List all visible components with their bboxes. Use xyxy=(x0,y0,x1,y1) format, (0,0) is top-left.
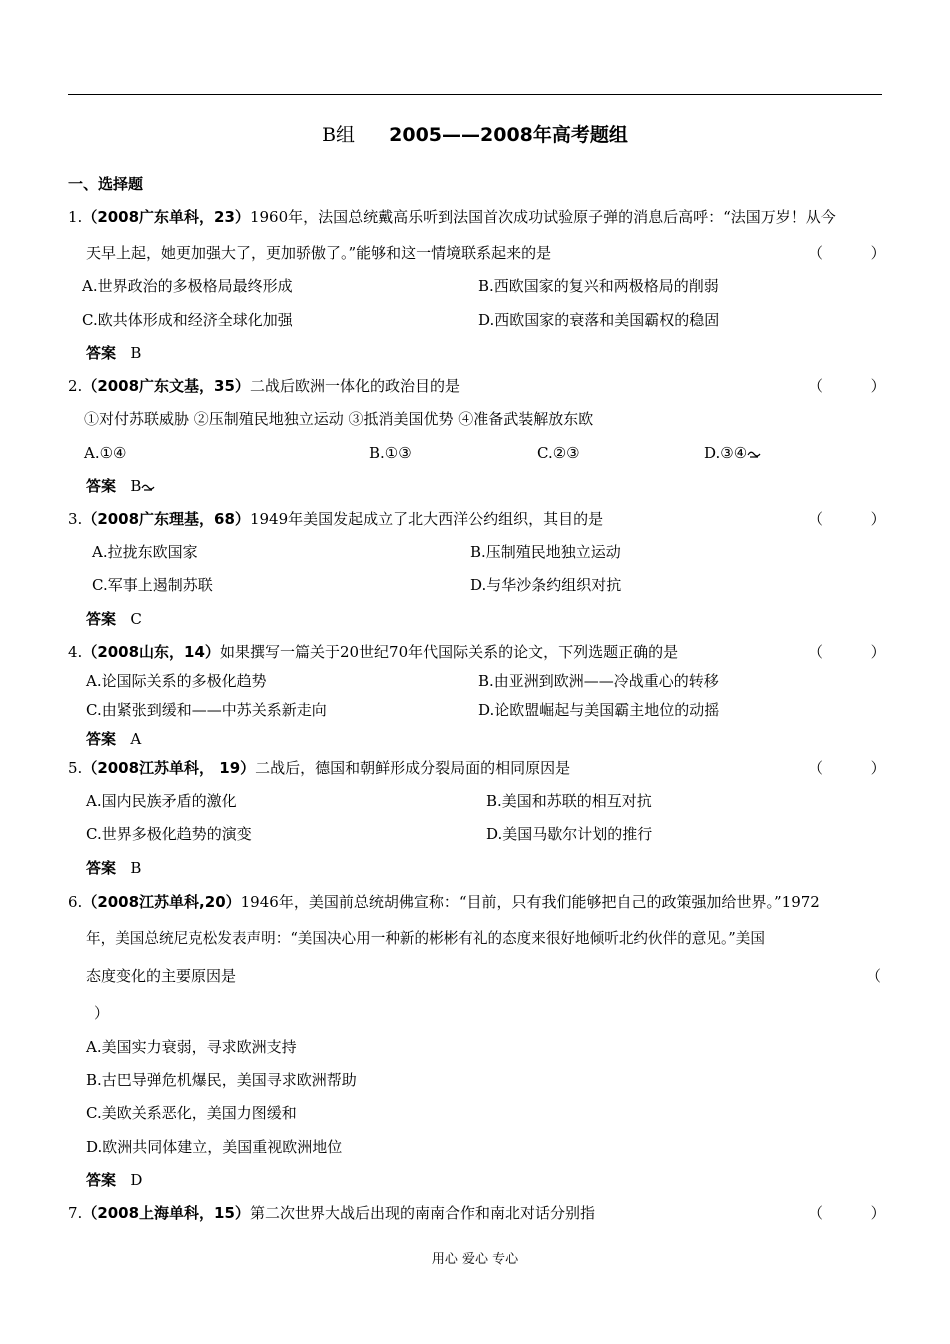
question-6-line-3: 态度变化的主要原因是 xyxy=(86,967,237,985)
option-c: C.欧共体形成和经济全球化加强 xyxy=(82,311,293,329)
answer-line xyxy=(86,476,155,496)
answer-value: B xyxy=(130,859,142,877)
question-2-items: ①对付苏联威胁 ②压制殖民地独立运动 ③抵消美国优势 ④准备武装解放东欧 xyxy=(84,410,594,428)
question-stem: 二战后欧洲一体化的政治目的是 xyxy=(249,377,460,395)
answer-value: B xyxy=(130,344,142,362)
question-source: （2008山东，14） xyxy=(82,643,220,661)
option-a: A.①④ xyxy=(84,444,127,462)
option-d: D.与华沙条约组织对抗 xyxy=(470,576,622,594)
option-a: A.美国实力衰弱，寻求欧洲支持 xyxy=(86,1038,297,1056)
answer-label: 答案 xyxy=(86,477,117,495)
question-stem: 1946年，美国前总统胡佛宣称：“目前，只有我们能够把自己的政策强加给世界。”1972 xyxy=(240,893,820,911)
option-a: A.拉拢东欧国家 xyxy=(92,543,198,561)
header-rule xyxy=(68,94,882,95)
question-stem: 二战后，德国和朝鲜形成分裂局面的相同原因是 xyxy=(255,759,571,777)
answer-paren: （ ） xyxy=(808,510,886,528)
question-number: 7. xyxy=(68,1204,83,1222)
question-number: 3. xyxy=(68,510,83,528)
question-6-line-2: 年，美国总统尼克松发表声明：“美国决心用一种新的彬彬有礼的态度来很好地倾听北约伙伴的意见。”美国 xyxy=(86,930,765,947)
page-title xyxy=(0,120,950,147)
page-footer: 用心 爱心 专心 xyxy=(431,1252,519,1267)
option-b: B.压制殖民地独立运动 xyxy=(470,543,621,561)
question-stem: 1960年，法国总统戴高乐听到法国首次成功试验原子弹的消息后高呼：“法国万岁！从今 xyxy=(249,208,836,226)
answer-value: A xyxy=(130,730,142,748)
answer-paren: （ ） xyxy=(808,377,886,395)
question-stem: 如果撰写一篇关于20世纪70年代国际关系的论文，下列选题正确的是 xyxy=(219,643,679,661)
option-d: D.欧洲共同体建立，美国重视欧洲地位 xyxy=(86,1138,343,1156)
option-c: C.由紧张到缓和——中苏关系新走向 xyxy=(86,701,327,719)
option-a: A.论国际关系的多极化趋势 xyxy=(86,672,267,690)
question-number: 4. xyxy=(68,643,83,661)
question-1-line-2: 天早上起，她更加强大了，更加骄傲了。”能够和这一情境联系起来的是 xyxy=(86,244,552,262)
option-c: C.世界多极化趋势的演变 xyxy=(86,825,252,843)
option-c: C.美欧关系恶化，美国力图缓和 xyxy=(86,1104,297,1122)
answer-paren: （ ） xyxy=(808,643,886,661)
scribble-mark-icon xyxy=(747,449,761,459)
answer-label: 答案 xyxy=(86,1171,117,1189)
title-group: B组 xyxy=(322,124,356,146)
question-5-line-1 xyxy=(68,758,570,778)
title-range: 2005——2008年高考题组 xyxy=(389,124,628,146)
answer-paren: （ ） xyxy=(808,759,886,777)
answer-paren: （ ） xyxy=(808,244,886,262)
answer-paren-close: ） xyxy=(94,1004,110,1022)
option-d: D.论欧盟崛起与美国霸主地位的动摇 xyxy=(478,701,720,719)
question-7-line-1 xyxy=(68,1203,595,1223)
section-heading: 一、选择题 xyxy=(68,175,144,193)
answer-line xyxy=(86,343,141,363)
question-source: （2008上海单科，15） xyxy=(82,1204,250,1222)
answer-paren-open: （ xyxy=(866,967,882,985)
question-number: 1. xyxy=(68,208,83,226)
question-source: （2008江苏单科， 19） xyxy=(82,759,256,777)
option-b: B.西欧国家的复兴和两极格局的削弱 xyxy=(478,277,719,295)
question-4-line-1 xyxy=(68,642,678,662)
answer-value: C xyxy=(130,610,142,628)
scribble-mark-icon xyxy=(141,482,155,492)
answer-label: 答案 xyxy=(86,344,117,362)
answer-value: B xyxy=(130,477,142,495)
answer-label: 答案 xyxy=(86,730,117,748)
option-b: B.美国和苏联的相互对抗 xyxy=(486,792,652,810)
question-source: （2008广东文基，35） xyxy=(82,377,250,395)
option-b: B.古巴导弹危机爆民，美国寻求欧洲帮助 xyxy=(86,1071,357,1089)
option-d: D.西欧国家的衰落和美国霸权的稳固 xyxy=(478,311,720,329)
question-source: （2008广东理基，68） xyxy=(82,510,250,528)
question-1-line-1 xyxy=(68,207,836,227)
question-stem: 第二次世界大战后出现的南南合作和南北对话分别指 xyxy=(249,1204,595,1222)
question-source: （2008江苏单科,20） xyxy=(82,893,241,911)
option-d: D.美国马歇尔计划的推行 xyxy=(486,825,653,843)
answer-line xyxy=(86,729,141,749)
question-stem: 1949年美国发起成立了北大西洋公约组织，其目的是 xyxy=(249,510,604,528)
question-number: 6. xyxy=(68,893,83,911)
answer-line xyxy=(86,1170,142,1190)
answer-label: 答案 xyxy=(86,610,117,628)
option-a: A.国内民族矛盾的激化 xyxy=(86,792,237,810)
option-d: D.③④ xyxy=(704,443,761,463)
option-c: C.②③ xyxy=(537,444,580,462)
option-c: C.军事上遏制苏联 xyxy=(92,576,213,594)
question-number: 5. xyxy=(68,759,83,777)
question-3-line-1 xyxy=(68,509,603,529)
option-b: B.由亚洲到欧洲——冷战重心的转移 xyxy=(478,672,719,690)
answer-paren: （ ） xyxy=(808,1204,886,1222)
answer-label: 答案 xyxy=(86,859,117,877)
answer-line xyxy=(86,858,141,878)
question-2-line-1 xyxy=(68,376,460,396)
question-6-line-1 xyxy=(68,892,820,912)
option-b: B.①③ xyxy=(369,444,412,462)
question-source: （2008广东单科，23） xyxy=(82,208,250,226)
question-number: 2. xyxy=(68,377,83,395)
answer-value: D xyxy=(130,1171,143,1189)
option-a: A.世界政治的多极格局最终形成 xyxy=(82,277,293,295)
answer-line xyxy=(86,609,142,629)
